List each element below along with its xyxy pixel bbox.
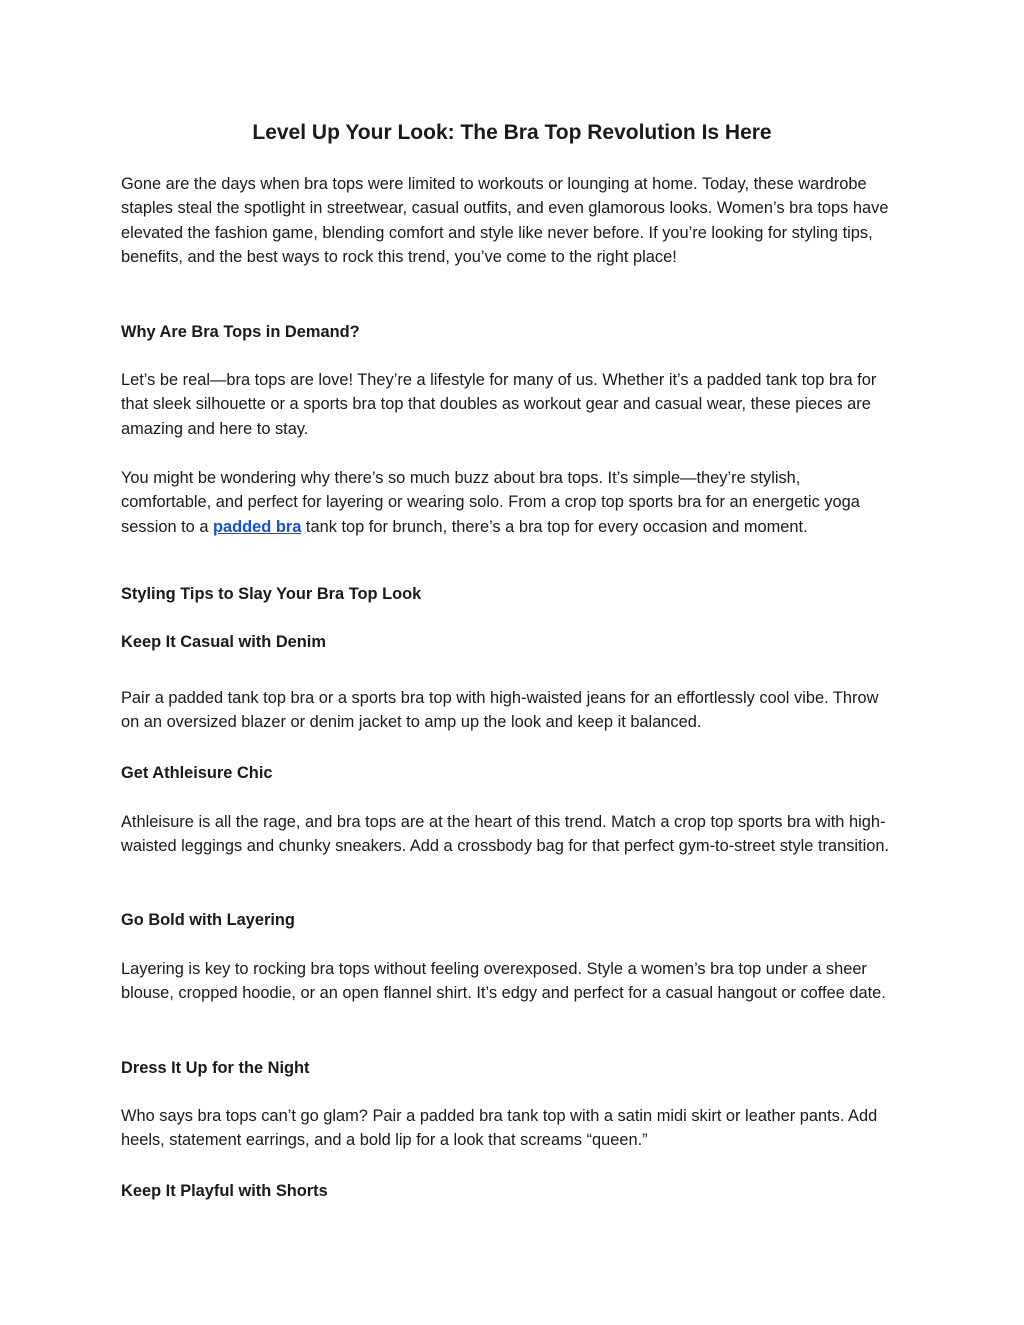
demand-paragraph-1: Let’s be real—bra tops are love! They’re a lifestyle for many of us. Whether it’s a padded tank top bra for that sleek silhouette or a sports bra top that doubles as workout gear and casual wear, these pieces are amazing and here to stay. (121, 371, 877, 438)
night-heading: Dress It Up for the Night (121, 1059, 310, 1077)
document-title: Level Up Your Look: The Bra Top Revolution Is Here (252, 121, 772, 144)
demand-paragraph-2-text-end: tank top for brunch, there’s a bra top for every occasion and moment. (301, 517, 808, 536)
athleisure-heading: Get Athleisure Chic (121, 764, 273, 782)
demand-paragraph-2 (121, 466, 891, 539)
layering-heading: Go Bold with Layering (121, 911, 295, 929)
athleisure-paragraph: Athleisure is all the rage, and bra tops are at the heart of this trend. Match a crop top sports bra with high-waisted leggings and chunky sneakers. Add a crossbody bag for that perfect gym-to-street style transition. (121, 813, 890, 856)
demand-heading: Why Are Bra Tops in Demand? (121, 323, 360, 341)
night-paragraph: Who says bra tops can’t go glam? Pair a padded bra tank top with a satin midi skirt or leather pants. Add heels, statement earrings, and a bold lip for a look that screams “queen.” (121, 1107, 878, 1150)
intro-paragraph: Gone are the days when bra tops were limited to workouts or lounging at home. Today, these wardrobe staples steal the spotlight in streetwear, casual outfits, and even glamorous looks. Women’s bra tops have elevated the fashion game, blending comfort and style like never before. If you’re looking for styling tips, benefits, and the best ways to rock this trend, you’ve come to the right place! (121, 175, 889, 266)
layering-paragraph: Layering is key to rocking bra tops without feeling overexposed. Style a women’s bra top under a sheer blouse, cropped hoodie, or an open flannel shirt. It’s edgy and perfect for a casual hangout or coffee date. (121, 960, 886, 1003)
padded-bra-link[interactable]: padded bra (213, 517, 302, 536)
demand-paragraph-2-text-start: You might be wondering why there’s so much buzz about bra tops. It’s simple—they’re stylish, comfortable, and perfect for layering or wearing solo. From a crop top sports bra for an energetic yoga session to a (121, 469, 860, 536)
denim-paragraph: Pair a padded tank top bra or a sports bra top with high-waisted jeans for an effortlessly cool vibe. Throw on an oversized blazer or denim jacket to amp up the look and keep it balanced. (121, 689, 879, 732)
denim-heading: Keep It Casual with Denim (121, 633, 326, 651)
shorts-heading: Keep It Playful with Shorts (121, 1182, 328, 1200)
styling-tips-heading: Styling Tips to Slay Your Bra Top Look (121, 585, 422, 603)
